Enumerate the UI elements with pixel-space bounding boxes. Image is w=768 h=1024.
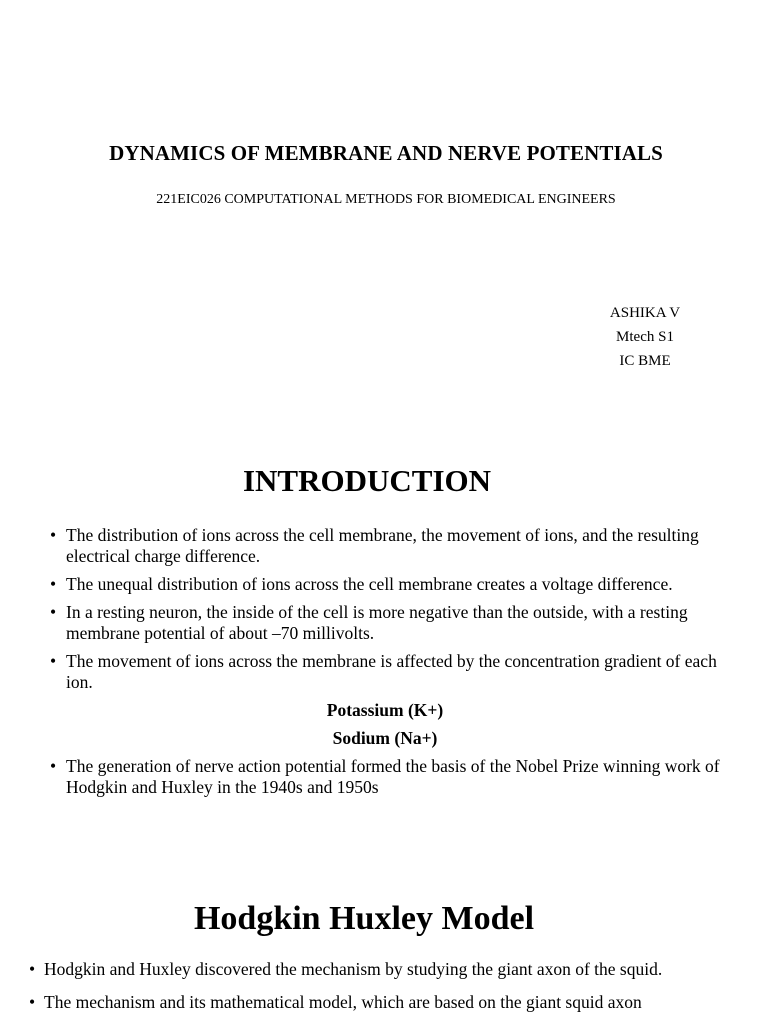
author-name: ASHIKA V — [609, 305, 681, 321]
author-department: IC BME — [619, 353, 671, 369]
introduction-heading: INTRODUCTION — [242, 463, 492, 498]
list-item: • The generation of nerve action potential formed the basis of the Nobel Prize winning work of Hodgkin and Huxley in the 1940s and 1950s — [50, 756, 730, 798]
introduction-bullet-list — [50, 525, 730, 805]
list-item: • The movement of ions across the membrane is affected by the concentration gradient of each ion. — [50, 651, 730, 693]
presentation-title: DYNAMICS OF MEMBRANE AND NERVE POTENTIALS — [109, 141, 663, 165]
introduction-slide — [0, 430, 768, 860]
hodgkin-huxley-slide — [0, 860, 768, 1024]
course-subtitle: 221EIC026 COMPUTATIONAL METHODS FOR BIOMEDICAL ENGINEERS — [156, 192, 616, 207]
author-program: Mtech S1 — [616, 329, 674, 345]
ion-potassium: Potassium (K+) — [326, 700, 444, 720]
hodgkin-huxley-heading: Hodgkin Huxley Model — [193, 900, 535, 937]
hodgkin-huxley-bullet-list — [29, 956, 689, 1022]
author-info — [585, 301, 705, 373]
list-item: • The unequal distribution of ions across the cell membrane creates a voltage difference. — [50, 574, 730, 595]
list-item: • The distribution of ions across the cell membrane, the movement of ions, and the resulting electrical charge difference. — [50, 525, 730, 567]
list-item: • In a resting neuron, the inside of the cell is more negative than the outside, with a resting membrane potential of about –70 millivolts. — [50, 602, 730, 644]
ion-sodium: Sodium (Na+) — [332, 728, 438, 748]
list-item: • The mechanism and its mathematical model, which are based on the giant squid axon — [29, 989, 689, 1016]
title-slide — [0, 0, 768, 430]
list-item: • Hodgkin and Huxley discovered the mechanism by studying the giant axon of the squid. — [29, 956, 689, 983]
